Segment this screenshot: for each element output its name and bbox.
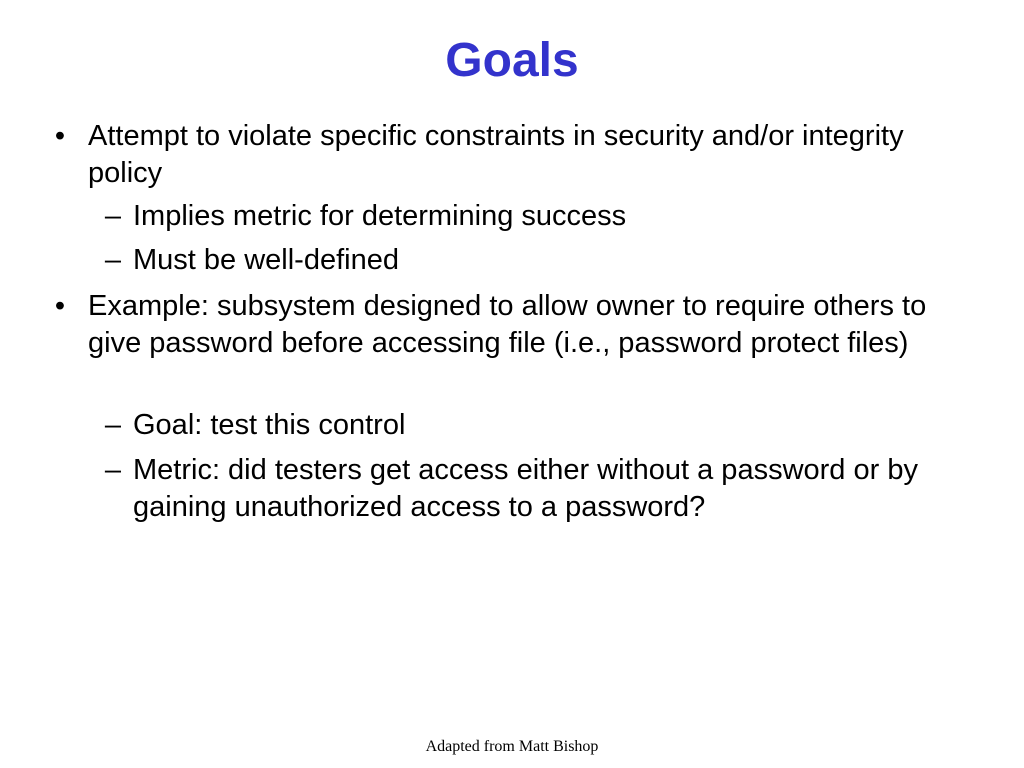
bullet-icon: • xyxy=(54,120,66,152)
bullet-item xyxy=(54,288,968,362)
dash-icon: – xyxy=(104,244,122,276)
sub-item-text: Implies metric for determining success xyxy=(133,200,627,232)
sub-item-text: Metric: did testers get access either without a password or by gaining unauthorized access to a password? xyxy=(133,454,918,523)
sub-item-text: Goal: test this control xyxy=(133,409,406,441)
dash-icon: – xyxy=(104,409,122,441)
bullet-item xyxy=(54,118,968,192)
dash-icon: – xyxy=(104,454,122,486)
dash-icon: – xyxy=(104,200,122,232)
bullet-text: Attempt to violate specific constraints in security and/or integrity policy xyxy=(88,120,904,189)
sub-item xyxy=(104,452,978,526)
sub-item xyxy=(104,242,993,279)
sub-item xyxy=(104,198,993,235)
slide-footer: Adapted from Matt Bishop xyxy=(425,738,599,755)
sub-item xyxy=(104,407,993,444)
bullet-text: Example: subsystem designed to allow owner to require others to give password before accessing file (i.e., password protect files) xyxy=(88,290,927,359)
slide-title: Goals xyxy=(445,34,579,87)
bullet-icon: • xyxy=(54,290,66,322)
sub-item-text: Must be well-defined xyxy=(133,244,399,276)
